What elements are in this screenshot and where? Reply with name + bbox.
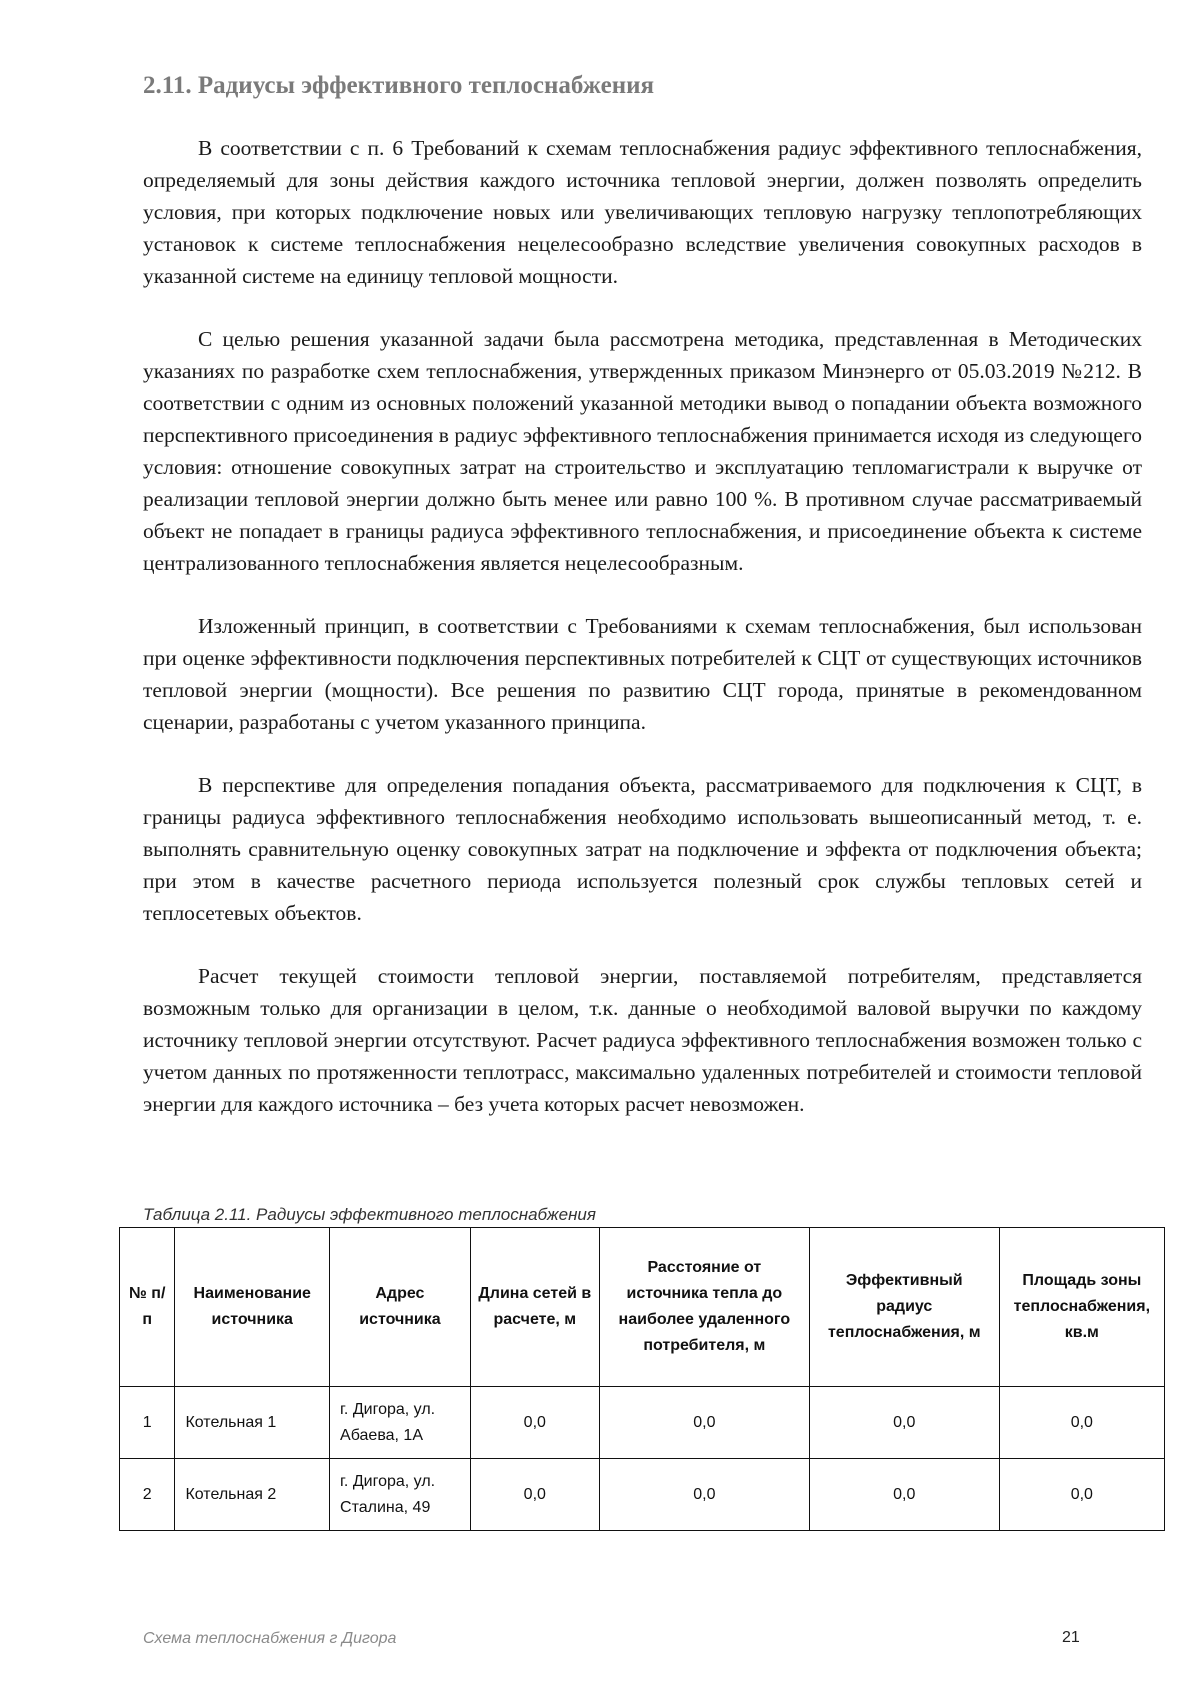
- paragraph: В соответствии с п. 6 Требований к схемам теплоснабжения радиус эффективного теплоснабжения, определяемый для зоны действия каждого источника тепловой энергии, должен позволять определить условия, при которых подключение новых или увеличивающих тепловую нагрузку теплопотребляющих установок к системе теплоснабжения нецелесообразно вследствие увеличения совокупных расходов в указанной системе на единицу тепловой мощности.: [143, 136, 1142, 288]
- cell-effective-radius: 0,0: [809, 1387, 999, 1459]
- cell-number: 1: [120, 1387, 175, 1459]
- paragraph: С целью решения указанной задачи была рассмотрена методика, представленная в Методических указаниях по разработке схем теплоснабжения, утвержденных приказом Минэнерго от 05.03.2019 №212. В соответствии с одним из основных положений указанной методики вывод о попадании объекта возможного перспективного присоединения в радиус эффективного теплоснабжения принимается исходя из следующего условия: отношение совокупных затрат на строительство и эксплуатацию тепломагистрали к выручке от реализации тепловой энергии должно быть менее или равно 100 %. В противном случае рассматриваемый объект не попадает в границы радиуса эффективного теплоснабжения, и присоединение объекта к системе централизованного теплоснабжения является нецелесообразным.: [143, 327, 1142, 575]
- body-text: [143, 132, 1142, 1151]
- table-row: [120, 1387, 1165, 1459]
- cell-network-length: 0,0: [470, 1459, 599, 1531]
- section-heading: 2.11. Радиусы эффективного теплоснабжения: [143, 72, 655, 99]
- cell-network-length: 0,0: [470, 1387, 599, 1459]
- header-zone-area: Площадь зоны теплоснабжения, кв.м: [999, 1228, 1164, 1387]
- header-effective-radius: Эффективный радиус теплоснабжения, м: [809, 1228, 999, 1387]
- paragraph: Расчет текущей стоимости тепловой энергии, поставляемой потребителям, представляется возможным только для организации в целом, т.к. данные о необходимой валовой выручки по каждому источнику тепловой энергии отсутствуют. Расчет радиуса эффективного теплоснабжения возможен только с учетом данных по протяженности теплотрасс, максимально удаленных потребителей и стоимости тепловой энергии для каждого источника – без учета которых расчет невозможен.: [143, 964, 1142, 1116]
- cell-max-distance: 0,0: [599, 1387, 809, 1459]
- cell-number: 2: [120, 1459, 175, 1531]
- header-network-length: Длина сетей в расчете, м: [470, 1228, 599, 1387]
- cell-zone-area: 0,0: [999, 1459, 1164, 1531]
- cell-max-distance: 0,0: [599, 1459, 809, 1531]
- cell-source-name: Котельная 1: [175, 1387, 330, 1459]
- table-caption: Таблица 2.11. Радиусы эффективного теплоснабжения: [143, 1205, 596, 1224]
- paragraph: В перспективе для определения попадания объекта, рассматриваемого для подключения к СЦТ, в границы радиуса эффективного теплоснабжения необходимо использовать вышеописанный метод, т. е. выполнять сравнительную оценку совокупных затрат на подключение и эффекта от подключения объекта; при этом в качестве расчетного периода используется полезный срок службы тепловых сетей и теплосетевых объектов.: [143, 773, 1142, 925]
- header-source-address: Адрес источника: [330, 1228, 471, 1387]
- page-number: 21: [1062, 1629, 1080, 1646]
- paragraph: Изложенный принцип, в соответствии с Требованиями к схемам теплоснабжения, был использован при оценке эффективности подключения перспективных потребителей к СЦТ от существующих источников тепловой энергии (мощности). Все решения по развитию СЦТ города, принятые в рекомендованном сценарии, разработаны с учетом указанного принципа.: [143, 614, 1142, 734]
- radius-table: [119, 1227, 1165, 1531]
- cell-source-address: г. Дигора, ул. Абаева, 1А: [330, 1387, 471, 1459]
- cell-source-address: г. Дигора, ул. Сталина, 49: [330, 1459, 471, 1531]
- header-max-distance: Расстояние от источника тепла до наиболее удаленного потребителя, м: [599, 1228, 809, 1387]
- table-row: [120, 1459, 1165, 1531]
- cell-zone-area: 0,0: [999, 1387, 1164, 1459]
- cell-source-name: Котельная 2: [175, 1459, 330, 1531]
- header-number: № п/п: [120, 1228, 175, 1387]
- footer-title: Схема теплоснабжения г Дигора: [143, 1630, 397, 1647]
- cell-effective-radius: 0,0: [809, 1459, 999, 1531]
- header-source-name: Наименование источника: [175, 1228, 330, 1387]
- table-header-row: [120, 1228, 1165, 1387]
